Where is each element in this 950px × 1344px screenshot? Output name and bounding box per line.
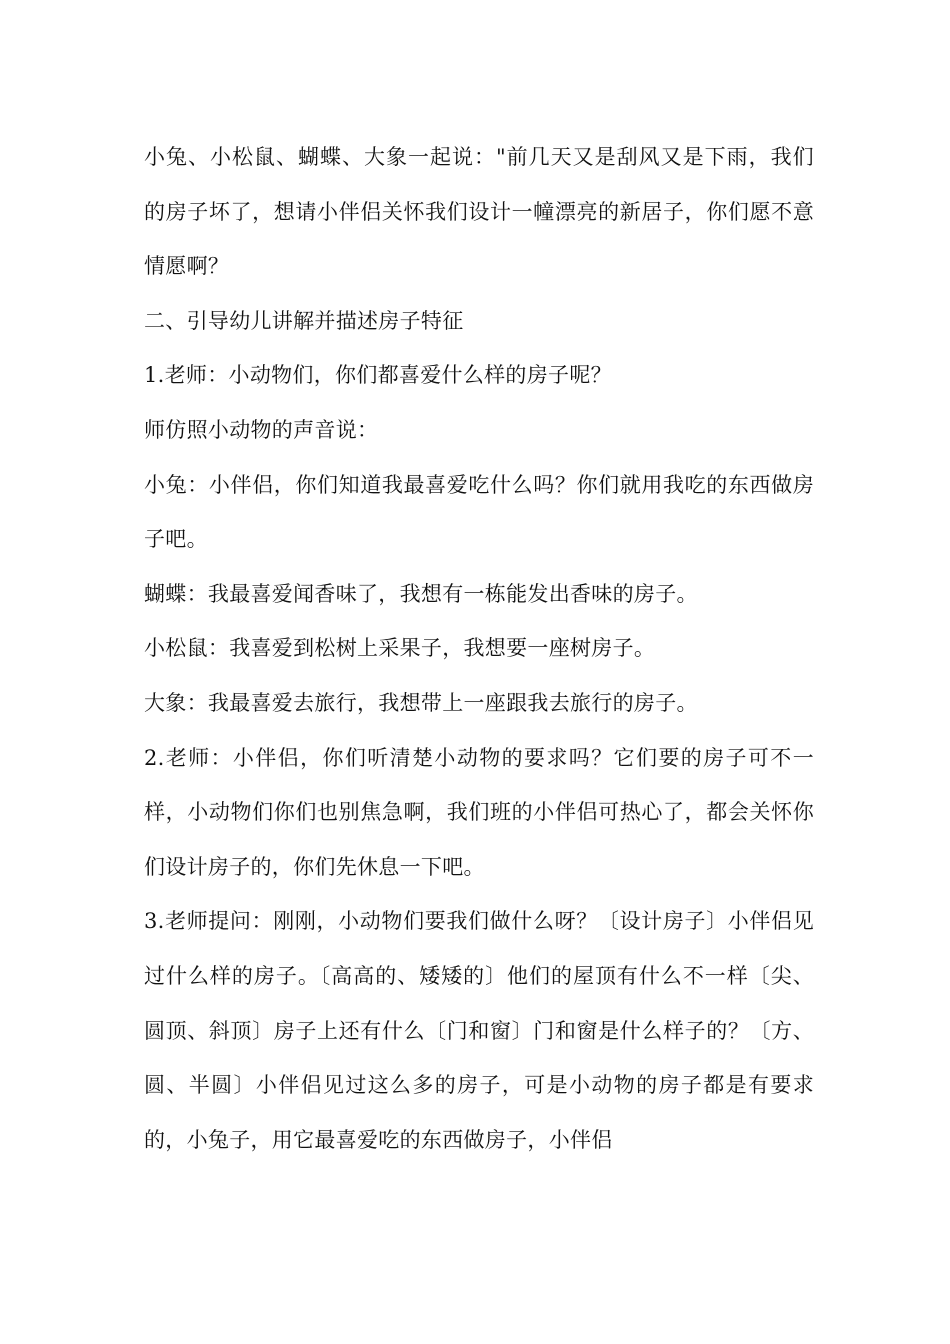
paragraph-rabbit: 小兔：小伴侣，你们知道我最喜爱吃什么吗？你们就用我吃的东西做房子吧。 — [144, 472, 814, 552]
section-heading-house-features: 二、引导幼儿讲解并描述房子特征 — [144, 308, 464, 333]
paragraph-teacher-question-1: 1.老师：小动物们，你们都喜爱什么样的房子呢？ — [144, 363, 612, 388]
paragraph-teacher-imitates: 师仿照小动物的声音说： — [144, 417, 379, 442]
paragraph-squirrel: 小松鼠：我喜爱到松树上采果子，我想要一座树房子。 — [144, 636, 656, 661]
paragraph-butterfly: 蝴蝶：我最喜爱闻香味了，我想有一栋能发出香味的房子。 — [144, 581, 698, 606]
paragraph-teacher-question-3: 3.老师提问：刚刚，小动物们要我们做什么呀？〔设计房子〕小伴侣见过什么样的房子。〔高高的、矮矮的〕他们的屋顶有什么不一样〔尖、圆顶、斜顶〕房子上还有什么〔门和窗〕门和窗是什么样子的？〔方、圆、半圆〕小伴侣见过这么多的房子，可是小动物的房子都是有要求的，小兔子，用它最喜爱吃的东西做房子，小伴侣 — [144, 909, 814, 1152]
document-body — [144, 130, 814, 1167]
paragraph-animals-request: 小兔、小松鼠、蝴蝶、大象一起说："前几天又是刮风又是下雨，我们的房子坏了，想请小伴侣关怀我们设计一幢漂亮的新居子，你们愿不意情愿啊？ — [144, 145, 814, 279]
paragraph-elephant: 大象：我最喜爱去旅行，我想带上一座跟我去旅行的房子。 — [144, 690, 698, 715]
paragraph-teacher-question-2: 2.老师：小伴侣，你们听清楚小动物的要求吗？它们要的房子可不一样，小动物们你们也别焦急啊，我们班的小伴侣可热心了，都会关怀你们设计房子的，你们先休息一下吧。 — [144, 745, 814, 879]
